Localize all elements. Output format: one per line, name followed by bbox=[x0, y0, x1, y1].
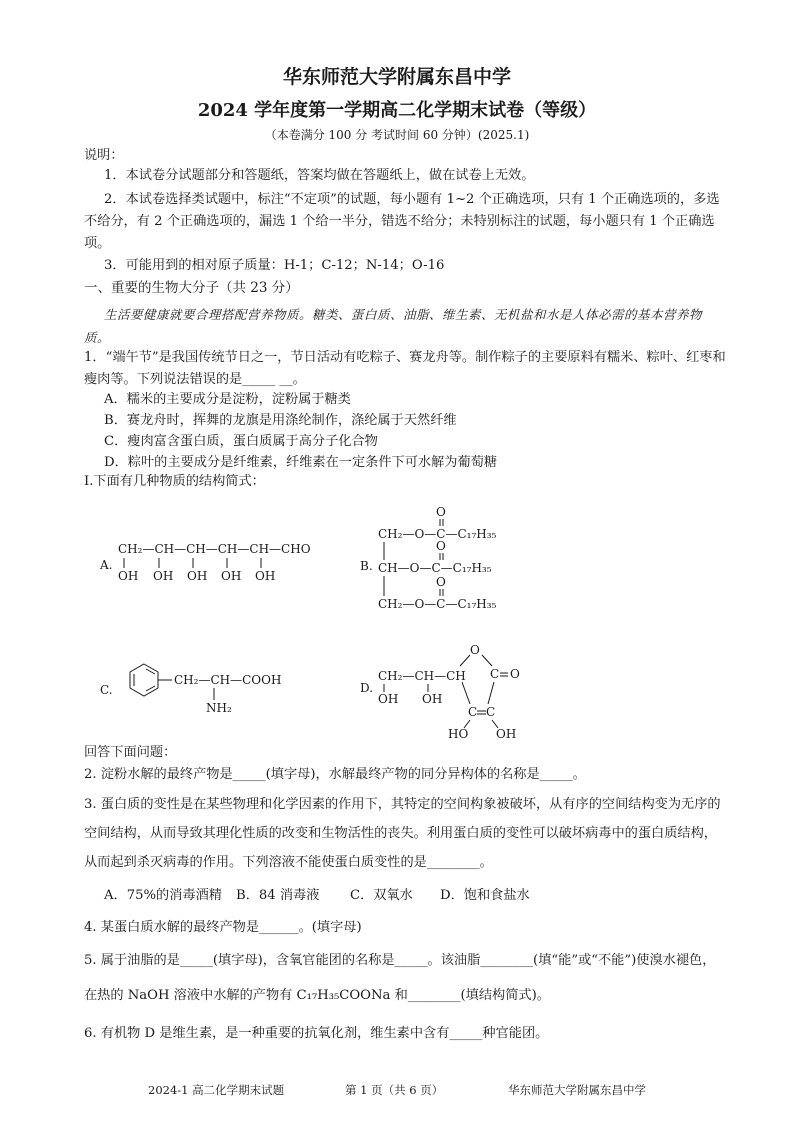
structure-a-label: A. bbox=[100, 558, 113, 572]
instructions-label: 说明： bbox=[84, 148, 124, 163]
exam-title: 2024 学年度第一学期高二化学期末试卷（等级） bbox=[197, 100, 597, 121]
structure-d-oh-3: OH bbox=[496, 727, 517, 741]
q5-line2: 在热的 NaOH 溶液中水解的产物有 C₁₇H₃₅COONa 和________(填结构简式)。 bbox=[84, 988, 550, 1003]
structure-a-chain: CH₂—CH—CH—CH—CH—CHO bbox=[118, 542, 311, 556]
structure-d-chain: CH₂—CH—CH bbox=[378, 669, 466, 683]
structure-b-row-1: CH₂—O—C—C₁₇H₃₅ bbox=[378, 527, 497, 541]
structure-a-oh-5: OH bbox=[255, 569, 276, 583]
structure-d-carbonyl-o: O bbox=[510, 667, 520, 681]
structure-b bbox=[360, 505, 520, 623]
school-name: 华东师范大学附属东昌中学 bbox=[282, 66, 511, 88]
structure-b-o-3: O bbox=[436, 575, 446, 589]
answer-intro: 回答下面问题： bbox=[84, 745, 177, 760]
q3-line2: 空间结构，从而导致其理化性质的改变和生物活性的丧失。利用蛋白质的变性可以破坏病毒中的蛋白质结构， bbox=[84, 826, 717, 841]
structure-d-c-left: C bbox=[468, 705, 478, 719]
structure-d-ho: HO bbox=[448, 727, 469, 741]
structures-intro: I.下面有几种物质的结构简式： bbox=[84, 474, 265, 489]
structure-a bbox=[100, 536, 320, 586]
q1-stem-line1: 1．“端午节”是我国传统节日之一，节日活动有吃粽子、赛龙舟等。制作粽子的主要原料有糯米、粽叶、红枣和 bbox=[84, 350, 726, 365]
section1-intro-line2: 质。 bbox=[84, 330, 111, 345]
section1-heading: 一、重要的生物大分子（共 23 分） bbox=[84, 280, 299, 296]
structure-a-oh-3: OH bbox=[187, 569, 208, 583]
structure-b-label: B. bbox=[360, 559, 373, 573]
structure-a-oh-4: OH bbox=[221, 569, 242, 583]
structure-c-label: C. bbox=[100, 683, 113, 697]
structure-a-oh-2: OH bbox=[153, 569, 174, 583]
structure-c bbox=[100, 660, 300, 720]
structure-b-row-3: CH₂—O—C—C₁₇H₃₅ bbox=[378, 597, 497, 611]
instruction-2-line2: 不给分，有 2 个正确选项的，漏选 1 个给一半分，错选不给分；未特别标注的试题，每小题只有 1 个正确选 bbox=[84, 214, 715, 229]
structure-b-o-2: O bbox=[436, 539, 446, 553]
structure-a-oh-1: OH bbox=[118, 569, 139, 583]
structure-c-nh2: NH₂ bbox=[206, 701, 232, 715]
structure-d bbox=[360, 640, 540, 740]
q1-option-c: C．瘦肉富含蛋白质，蛋白质属于高分子化合物 bbox=[104, 434, 378, 449]
structure-b-row-2: CH—O—C—C₁₇H₃₅ bbox=[378, 561, 492, 575]
footer-right: 华东师范大学附属东昌中学 bbox=[508, 1083, 646, 1097]
structure-d-oh-2: OH bbox=[422, 692, 443, 706]
q3-option-b: B．84 消毒液 bbox=[236, 888, 320, 903]
q1-option-b: B．赛龙舟时，挥舞的龙旗是用涤纶制作，涤纶属于天然纤维 bbox=[104, 413, 457, 428]
section1-intro-line1: 生活要健康就要合理搭配营养物质。糖类、蛋白质、油脂、维生素、无机盐和水是人体必需的基本营养物 bbox=[104, 307, 703, 322]
instruction-2-line1: 2．本试卷选择类试题中，标注“不定项”的试题，每小题有 1~2 个正确选项，只有 1 个正确选项的，多选 bbox=[104, 192, 720, 207]
q3-option-a: A．75%的消毒酒精 bbox=[104, 888, 222, 903]
structure-c-chain: CH₂—CH—COOH bbox=[174, 673, 282, 687]
q3-line3: 从而起到杀灭病毒的作用。下列溶液不能使蛋白质变性的是________。 bbox=[84, 855, 493, 870]
q1-option-d: D．粽叶的主要成分是纤维素，纤维素在一定条件下可水解为葡萄糖 bbox=[104, 455, 498, 470]
q5-line1: 5. 属于油脂的是_____(填字母)，含氧官能团的名称是_____。该油脂________(填“能”或“不能”)使溴水褪色， bbox=[84, 953, 716, 968]
instruction-1: 1．本试卷分试题部分和答题纸，答案均做在答题纸上，做在试卷上无效。 bbox=[104, 168, 535, 183]
q3-option-c: C．双氧水 bbox=[350, 888, 413, 903]
footer-left: 2024-1 高二化学期末试题 bbox=[148, 1083, 285, 1097]
q1-stem-line2: 瘦肉等。下列说法错误的是_____ __。 bbox=[84, 372, 306, 387]
structure-d-carbonyl-c: C bbox=[490, 667, 500, 681]
q6-text: 6. 有机物 D 是维生素，是一种重要的抗氧化剂，维生素中含有_____种官能团。 bbox=[84, 1026, 549, 1041]
structure-d-oh-1: OH bbox=[378, 692, 399, 706]
q3-line1: 3. 蛋白质的变性是在某些物理和化学因素的作用下，其特定的空间构象被破坏，从有序的空间结构变为无序的 bbox=[84, 797, 721, 812]
footer-page-number: 第 1 页（共 6 页） bbox=[345, 1083, 444, 1097]
instruction-3: 3．可能用到的相对原子质量：H-1；C-12；N-14；O-16 bbox=[104, 258, 445, 273]
q2-text: 2. 淀粉水解的最终产物是_____(填字母)，水解最终产物的同分异构体的名称是_____。 bbox=[84, 767, 586, 782]
q3-option-d: D．饱和食盐水 bbox=[440, 888, 530, 903]
instruction-2-line3: 项。 bbox=[84, 236, 111, 251]
exam-info: （本卷满分 100 分 考试时间 60 分钟）(2025.1) bbox=[264, 128, 530, 142]
q4-text: 4. 某蛋白质水解的最终产物是______。(填字母) bbox=[84, 920, 362, 935]
structure-b-o-1: O bbox=[436, 505, 446, 519]
structure-d-c-right: C bbox=[486, 705, 496, 719]
q1-option-a: A．糯米的主要成分是淀粉，淀粉属于糖类 bbox=[104, 392, 351, 407]
structure-d-label: D. bbox=[360, 681, 374, 695]
structure-d-ring-o: O bbox=[470, 643, 480, 657]
